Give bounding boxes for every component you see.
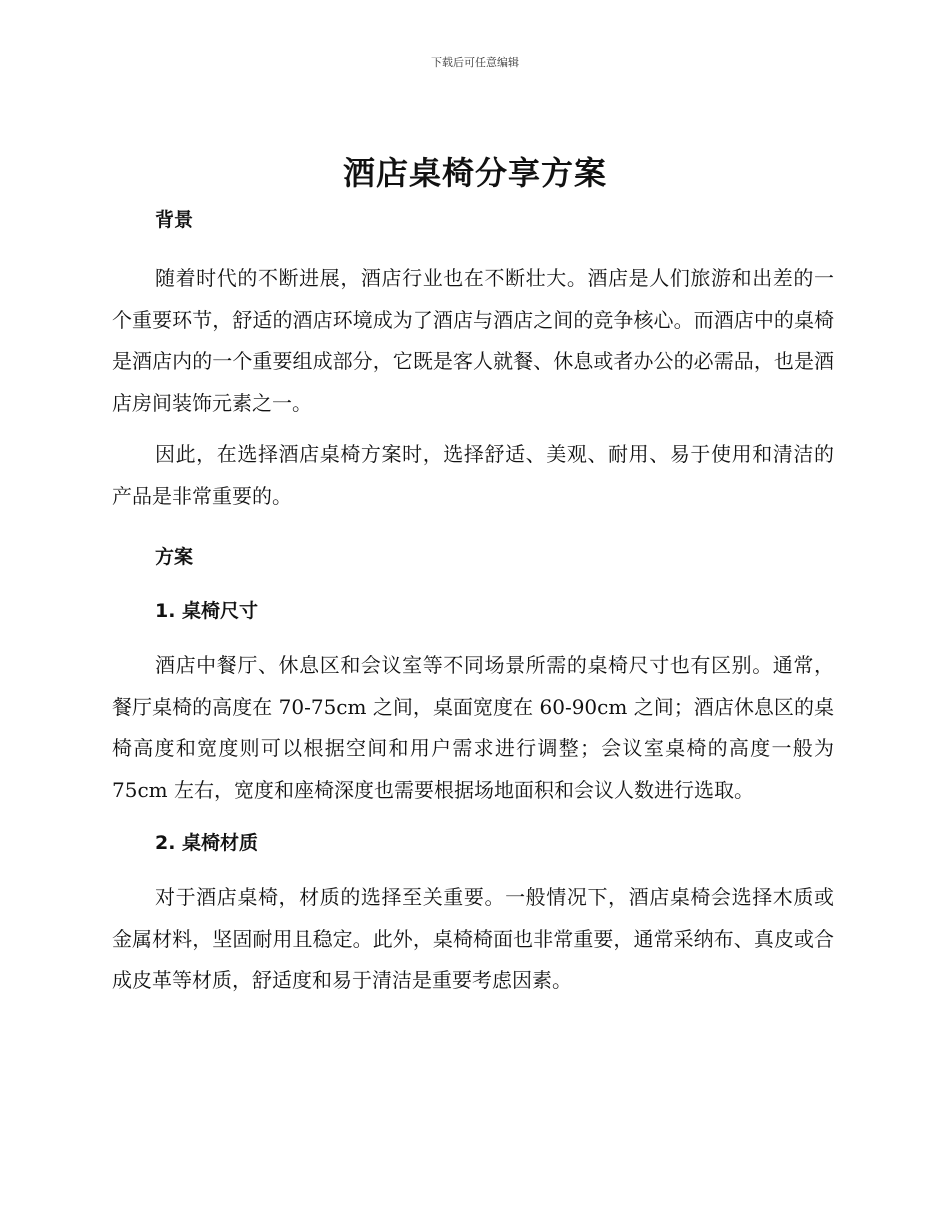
background-paragraph-2: 因此，在选择酒店桌椅方案时，选择舒适、美观、耐用、易于使用和清洁的产品是非常重要的。 <box>112 442 834 508</box>
header-note: 下载后可任意编辑 <box>431 56 519 69</box>
document-title: 酒店桌椅分享方案 <box>342 154 607 192</box>
subsection-heading-material: 2. 桌椅材质 <box>155 832 259 854</box>
size-paragraph: 酒店中餐厅、休息区和会议室等不同场景所需的桌椅尺寸也有区别。通常，餐厅桌椅的高度在 70-75cm 之间，桌面宽度在 60-90cm 之间；酒店休息区的桌椅高度和宽度则可以根据空间和用户需求进行调整；会议室桌椅的高度一般为 75cm 左右，宽度和座椅深度也需要根据场地面积和会议人数进行选取。 <box>112 653 834 802</box>
subsection-heading-size: 1. 桌椅尺寸 <box>155 600 259 622</box>
background-paragraph-1: 随着时代的不断进展，酒店行业也在不断壮大。酒店是人们旅游和出差的一个重要环节，舒适的酒店环境成为了酒店与酒店之间的竞争核心。而酒店中的桌椅是酒店内的一个重要组成部分，它既是客人就餐、休息或者办公的必需品，也是酒店房间装饰元素之一。 <box>112 266 834 415</box>
material-paragraph: 对于酒店桌椅，材质的选择至关重要。一般情况下，酒店桌椅会选择木质或金属材料，坚固耐用且稳定。此外，桌椅椅面也非常重要，通常采纳布、真皮或合成皮革等材质，舒适度和易于清洁是重要考虑因素。 <box>112 885 834 992</box>
section-heading-plan: 方案 <box>155 546 194 568</box>
section-heading-background: 背景 <box>155 209 194 231</box>
document-body <box>112 204 834 1002</box>
